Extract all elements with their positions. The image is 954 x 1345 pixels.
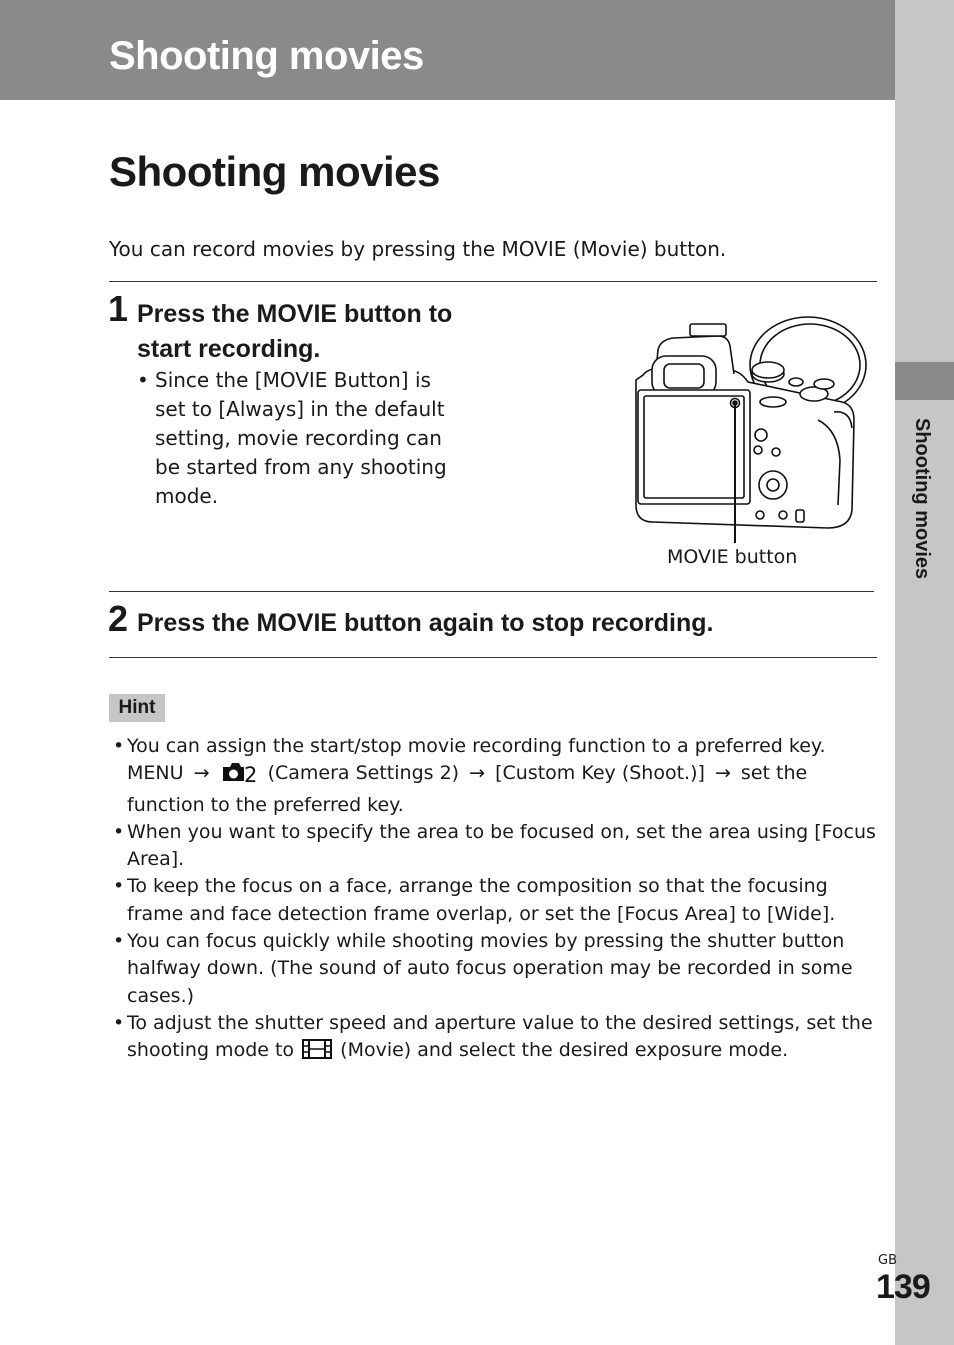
hint-item-text: You can focus quickly while shooting movies by pressing the shutter button halfway down. (The sound of auto focus operation may be recorded in some cases.) — [127, 930, 853, 1007]
movie-mode-icon — [302, 1038, 332, 1068]
side-tab — [895, 0, 954, 1345]
camera-icon — [222, 761, 257, 788]
step-2-number: 2 — [108, 598, 129, 639]
bullet-glyph: • — [113, 1011, 125, 1034]
step-1-bullet — [137, 366, 467, 511]
hint-item-1-part-c: [Custom Key (Shoot.)] — [495, 762, 705, 785]
divider — [109, 281, 877, 282]
page-title: Shooting movies — [109, 148, 440, 195]
hint-item — [113, 819, 878, 874]
step-2-heading: Press the MOVIE button again to stop recording. — [137, 609, 714, 637]
section-header-title: Shooting movies — [109, 34, 424, 78]
hint-item — [113, 873, 878, 928]
film-icon — [302, 1038, 332, 1060]
step-1-heading — [137, 297, 452, 367]
bullet-glyph: • — [137, 368, 149, 392]
hint-item-text: To keep the focus on a face, arrange the composition so that the focusing frame and face detection frame overlap, or set the [Focus Area] to [Wide]. — [127, 875, 836, 925]
step-1-number: 1 — [108, 288, 129, 329]
hint-item-1-part-b: (Camera Settings 2) — [267, 762, 460, 785]
page-number: 139 — [876, 1268, 930, 1306]
divider — [109, 591, 874, 592]
arrow-right-icon: → — [469, 762, 486, 785]
bullet-glyph: • — [113, 820, 125, 843]
bullet-glyph: • — [113, 930, 125, 953]
bullet-glyph: • — [113, 875, 125, 898]
bullet-glyph: • — [113, 735, 125, 757]
hint-item-5-part-b: (Movie) and select the desired exposure mode. — [340, 1039, 789, 1062]
camera-settings-icon — [222, 761, 257, 791]
arrow-right-icon: → — [714, 762, 731, 785]
hint-item-text — [127, 733, 878, 819]
intro-text: You can record movies by pressing the MOVIE (Movie) button. — [109, 237, 727, 261]
hint-item-text: When you want to specify the area to be focused on, set the area using [Focus Area]. — [127, 820, 876, 871]
hint-item-1-part-d: set the function to the preferred key. — [127, 762, 808, 816]
hint-item-5-part-a: To adjust the shutter speed and aperture value to the desired settings, set the shooting mode to — [127, 1011, 873, 1062]
arrow-right-icon: → — [193, 762, 210, 785]
callout-line — [734, 405, 736, 543]
camera-settings-number: 2 — [243, 763, 257, 788]
hint-item — [113, 928, 878, 1010]
hint-item-1-part-a: You can assign the start/stop movie recording function to a preferred key. MENU — [127, 735, 826, 785]
hint-item — [113, 1010, 878, 1069]
step-1-heading-line2: start recording. — [137, 335, 321, 363]
side-tab-marker — [895, 362, 954, 400]
camera-illustration — [628, 310, 868, 540]
side-tab-label[interactable]: Shooting movies — [911, 418, 933, 580]
hint-list — [113, 733, 878, 1069]
hint-item — [113, 733, 878, 819]
hint-item-text — [127, 1010, 878, 1069]
step-1-bullet-text: Since the [MOVIE Button] is set to [Always] in the default setting, movie recording can be started from any shooting mode. — [155, 368, 447, 508]
movie-button-callout-label: MOVIE button — [667, 546, 798, 568]
region-code: GB — [878, 1253, 897, 1268]
camera-rear-view-icon — [628, 310, 868, 540]
divider — [109, 657, 877, 658]
hint-badge: Hint — [109, 694, 165, 722]
step-1-heading-line1: Press the MOVIE button to — [137, 300, 453, 328]
